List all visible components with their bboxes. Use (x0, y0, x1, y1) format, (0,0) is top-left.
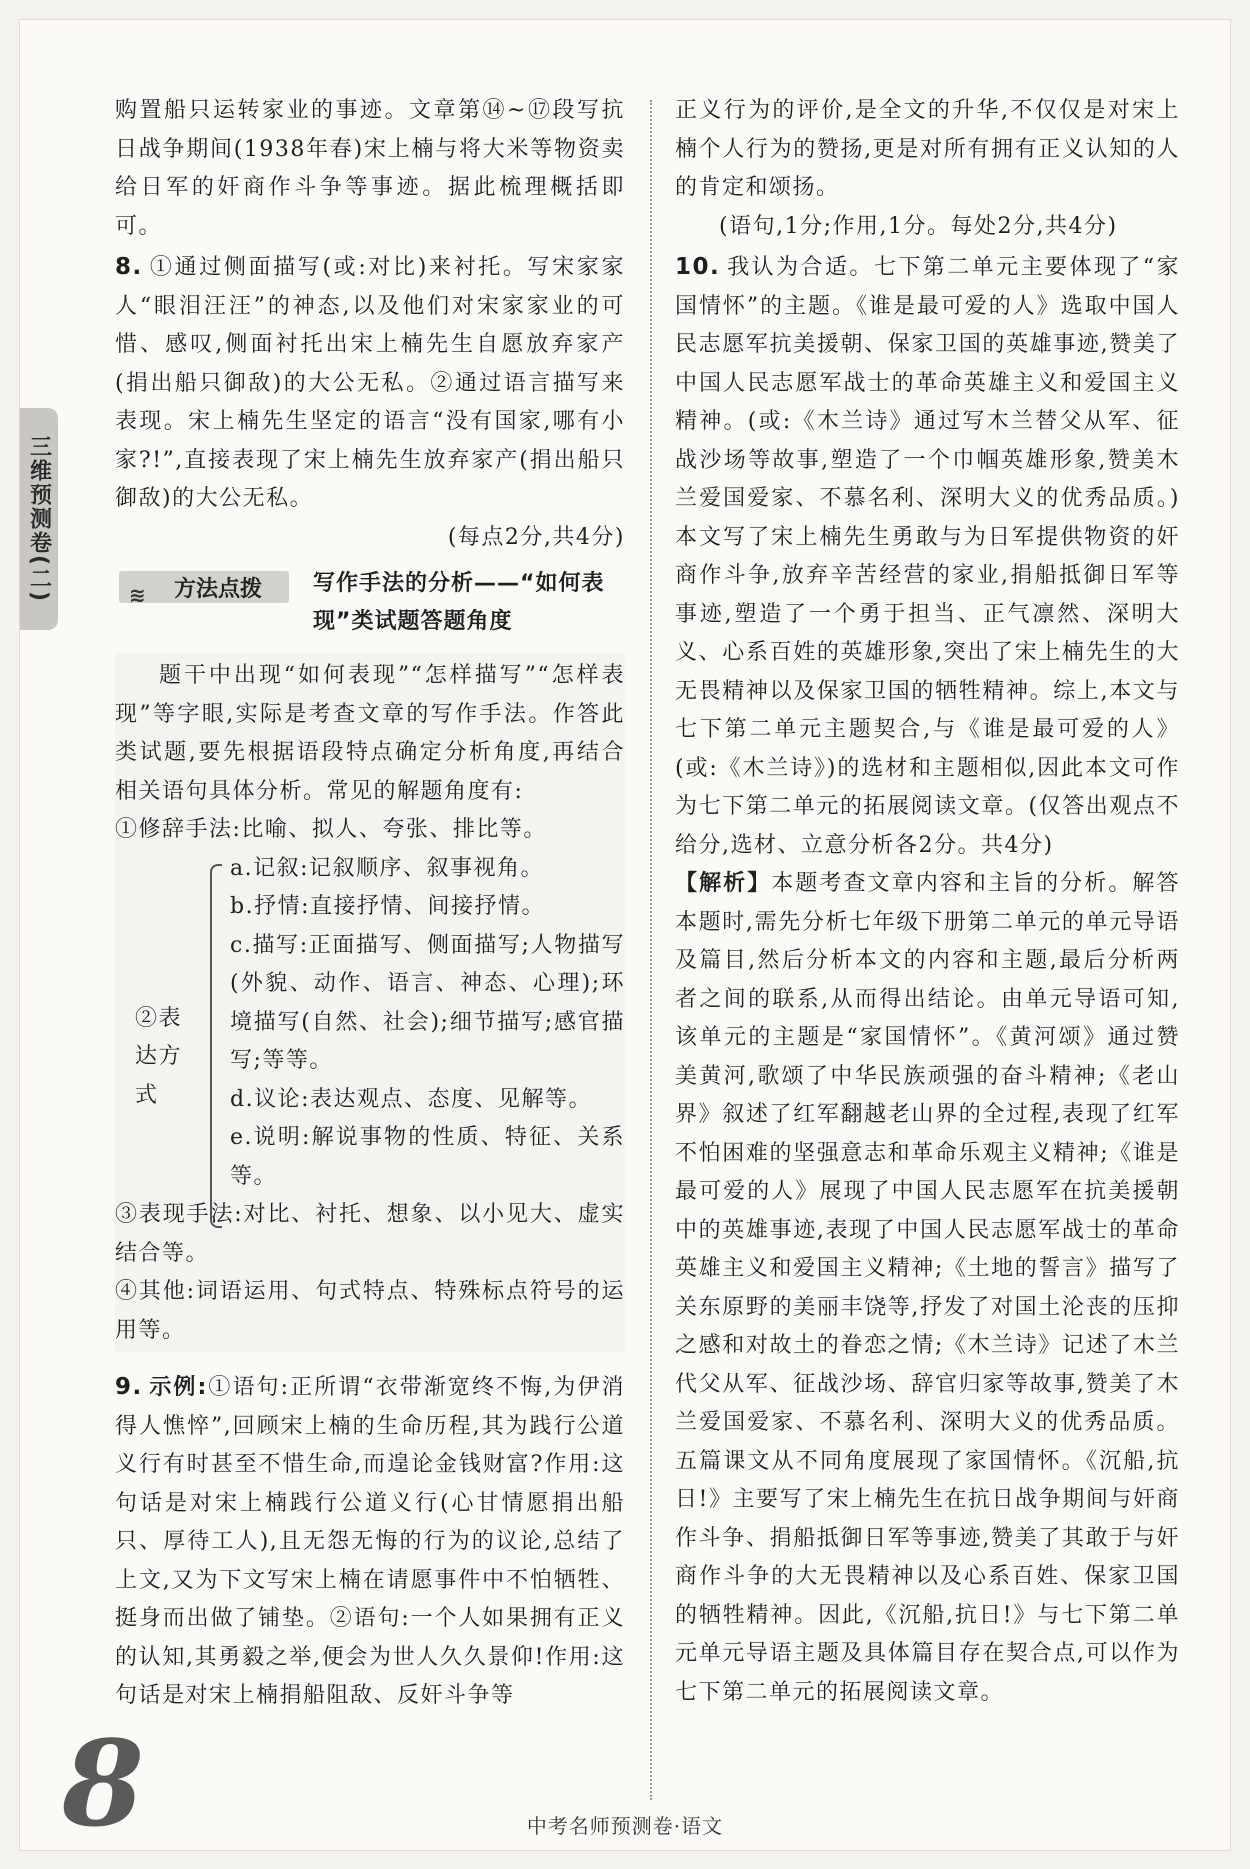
analysis-label: 【解析】 (675, 871, 772, 896)
method-title: 写作手法的分析——“如何表现”类试题答题角度 (313, 571, 605, 634)
left-column (115, 92, 625, 1716)
side-tab-label: 三维预测卷(二) (26, 434, 52, 604)
method-body (115, 653, 625, 1352)
footer: 中考名师预测卷·语文 (526, 1814, 724, 1838)
brace-icon (210, 864, 222, 1228)
q9-score: (语句,1分;作用,1分。每处2分,共4分) (719, 213, 1118, 239)
q9-number: 9. (115, 1374, 143, 1400)
method-item-4: ④其他:词语运用、句式特点、特殊标点符号的运用等。 (115, 1279, 625, 1343)
q9-text: ①语句:正所谓“衣带渐宽终不悔,为伊消得人憔悴”,回顾宋上楠的生命历程,其为践行公道义行有时甚至不惜生命,而遑论金钱财富?作用:这句话是对宋上楠践行公道义行(心甘情愿捐出船只、厚待工人),且无怨无悔的行为的议论,总结了上文,又为下文写宋上楠在请愿事件中不怕牺牲、挺身而出做了铺垫。②语句:一个人如果拥有正义的认知,其勇毅之举,便会为世人久久景仰!作用:这句话是对宋上楠捐船阻敌、反奸斗争等 (115, 1375, 625, 1708)
q9-label: 示例: (148, 1375, 208, 1400)
q8-number: 8. (115, 254, 143, 280)
q10-analysis (675, 865, 1180, 1712)
method-item-2e: e.说明:解说事物的性质、特征、关系等。 (230, 1125, 625, 1189)
method-item-2a: a.记叙:记叙顺序、叙事视角。 (230, 855, 545, 881)
q9-continuation: 正义行为的评价,是全文的升华,不仅仅是对宋上楠个人行为的赞扬,更是对所有拥有正义认知的人的肯定和颂扬。 (675, 98, 1180, 200)
method-intro: 题干中出现“如何表现”“怎样描写”“怎样表现”等字眼,实际是考查文章的写作手法。作答此类试题,要先根据语段特点确定分析角度,再结合相关语句具体分析。常见的解题角度有: (115, 663, 625, 804)
q8-text: ①通过侧面描写(或:对比)来衬托。写宋家家人“眼泪汪汪”的神态,以及他们对宋家家业的可惜、感叹,侧面衬托出宋上楠先生自愿放弃家产(捐出船只御敌)的大公无私。②通过语言描写来表现。宋上楠先生坚定的语言“没有国家,哪有小家?!”,直接表现了宋上楠先生放弃家产(捐出船只御敌)的大公无私。 (115, 255, 625, 511)
q8-score: (每点2分,共4分) (447, 524, 625, 550)
method-tag-label: 方法点拨 (173, 576, 262, 602)
q10-number: 10. (675, 254, 721, 280)
wave-icon: ≋ (129, 583, 146, 607)
page-number: 8 (62, 1714, 145, 1853)
right-column (675, 92, 1180, 1712)
q9-answer (115, 1368, 625, 1716)
method-item-2d: d.议论:表达观点、态度、见解等。 (230, 1086, 592, 1112)
method-item-2c: c.描写:正面描写、侧面描写;人物描写(外貌、动作、语言、神态、心理);环境描写(自然、社会);细节描写;感官描写;等等。 (230, 932, 625, 1073)
column-divider (650, 100, 652, 1800)
q10-text: 我认为合适。七下第二单元主要体现了“家国情怀”的主题。《谁是最可爱的人》选取中国人民志愿军抗美援朝、保家卫国的英雄事迹,赞美了中国人民志愿军战士的革命英雄主义和爱国主义精神。(或:《木兰诗》通过写木兰替父从军、征战沙场等故事,塑造了一个巾帼英雄形象,赞美木兰爱国爱家、不慕名利、深明大义的优秀品质。)本文写了宋上楠先生勇敢与为日军提供物资的奸商作斗争,放弃辛苦经营的家业,捐船抵御日军等事迹,塑造了一个勇于担当、正气凛然、深明大义、心系百姓的英雄形象,突出了宋上楠先生的大无畏精神以及保家卫国的牺牲精神。综上,本文与七下第二单元主题契合,与《谁是最可爱的人》(或:《木兰诗》)的选材和主题相似,因此本文可作为七下第二单元的拓展阅读文章。(仅答出观点不给分,选材、立意分析各2分。共4分) (675, 255, 1180, 858)
q8-answer (115, 248, 625, 519)
method-tag (119, 571, 289, 607)
method-header (115, 565, 625, 647)
method-item-3: ③表现手法:对比、衬托、想象、以小见大、虚实结合等。 (115, 1202, 625, 1266)
method-item-2 (115, 850, 625, 1197)
method-item-2-label: ②表达方式 (135, 1005, 183, 1108)
q10-answer (675, 248, 1180, 865)
page (20, 20, 1230, 1853)
side-tab (20, 408, 58, 630)
q7-continuation: 购置船只运转家业的事迹。文章第⑭~⑰段写抗日战争期间(1938年春)宋上楠与将大米等物资卖给日军的奸商作斗争等事迹。据此梳理概括即可。 (115, 98, 625, 239)
method-item-1: ①修辞手法:比喻、拟人、夸张、排比等。 (115, 817, 547, 842)
method-item-2b: b.抒情:直接抒情、间接抒情。 (230, 894, 545, 919)
analysis-text: 本题考查文章内容和主旨的分析。解答本题时,需先分析七年级下册第二单元的单元导语及篇目,然后分析本文的内容和主题,最后分析两者之间的联系,从而得出结论。由单元导语可知,该单元的主题是“家国情怀”。《黄河颂》通过赞美黄河,歌颂了中华民族顽强的奋斗精神;《老山界》叙述了红军翻越老山界的全过程,表现了红军不怕困难的坚强意志和革命乐观主义精神;《谁是最可爱的人》展现了中国人民志愿军在抗美援朝中的英雄事迹,表现了中国人民志愿军战士的革命英雄主义和爱国主义精神;《土地的誓言》描写了关东原野的美丽丰饶等,抒发了对国土沦丧的压抑之感和对故土的眷恋之情;《木兰诗》记述了木兰代父从军、征战沙场、辞官归家等故事,赞美了木兰爱国爱家、不慕名利、深明大义的优秀品质。五篇课文从不同角度展现了家国情怀。《沉船,抗日!》主要写了宋上楠先生在抗日战争期间与奸商作斗争、捐船抵御日军等事迹,赞美了其敢于与奸商作斗争的大无畏精神以及心系百姓、保家卫国的牺牲精神。因此,《沉船,抗日!》与七下第二单元单元导语主题及具体篇目存在契合点,可以作为七下第二单元的拓展阅读文章。 (675, 871, 1180, 1705)
